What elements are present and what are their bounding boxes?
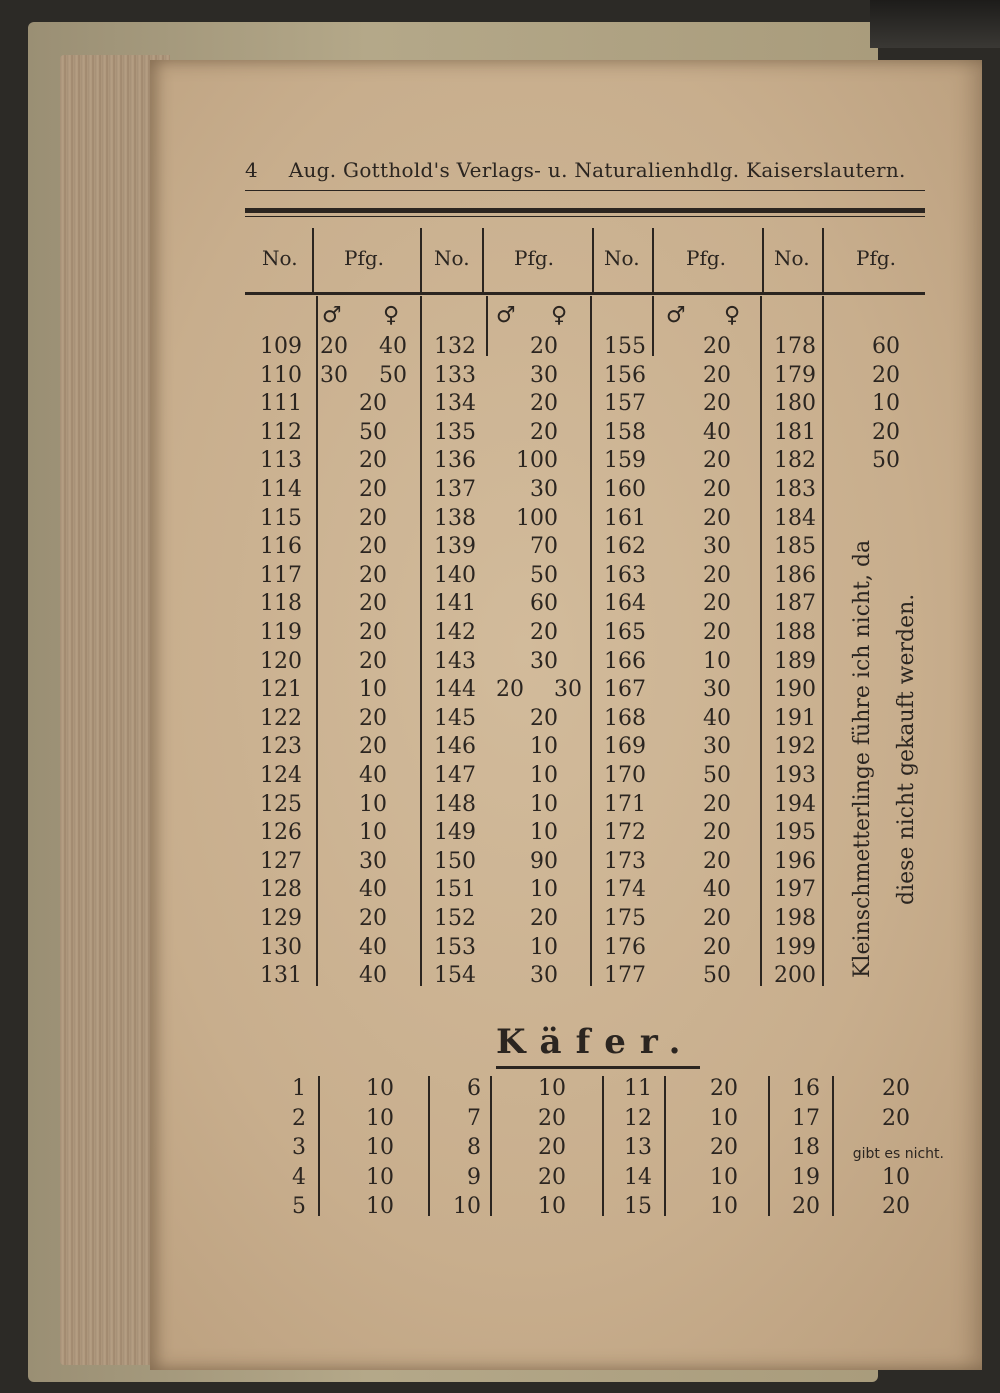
male-symbol: ♂ [496, 303, 516, 328]
row-b4-number: 181 [774, 419, 816, 445]
row-b2-price: 10 [530, 763, 558, 788]
beetle-b1-number: 2 [292, 1105, 306, 1131]
row-b3-price: 50 [703, 963, 731, 989]
beetle-b1-number: 4 [292, 1164, 306, 1190]
row-b3-number: 169 [604, 734, 646, 760]
beetle-b2-number: 10 [453, 1194, 481, 1219]
row-b1-price-male: 20 [320, 334, 348, 359]
row-b3-number: 163 [604, 562, 646, 588]
row-b2-number: 135 [434, 419, 476, 445]
beetle-b1-price: 10 [366, 1164, 394, 1190]
row-b2-price: 10 [530, 791, 558, 817]
row-b2-number: 152 [434, 906, 476, 931]
vertical-note-line1: Kleinschmetterlinge führe ich nicht, da [850, 539, 875, 978]
beetle-b1-price: 10 [366, 1194, 394, 1219]
row-b1-price: 20 [359, 391, 387, 417]
row-b2-price: 60 [530, 591, 558, 617]
row-b1-number: 120 [260, 648, 302, 674]
row-b2-number: 138 [434, 505, 476, 531]
row-b3-price: 20 [703, 934, 731, 960]
row-b3-price: 30 [703, 734, 731, 760]
row-b3-price: 30 [703, 677, 731, 703]
row-b2-number: 142 [434, 620, 476, 645]
female-symbol: ♀ [724, 303, 741, 328]
row-b3-number: 156 [604, 362, 646, 388]
row-b1-number: 115 [260, 505, 302, 531]
row-b2-number: 144 [434, 677, 476, 703]
row-b3-number: 166 [604, 648, 646, 674]
row-b2-price: 70 [530, 534, 558, 560]
row-b1-number: 131 [260, 963, 302, 989]
row-b4-number: 184 [774, 505, 816, 531]
vertical-note-line2: diese nicht gekauft werden. [894, 593, 919, 905]
row-b4-number: 179 [774, 362, 816, 388]
row-b3-number: 162 [604, 534, 646, 560]
row-b2-price: 10 [530, 934, 558, 960]
row-b1-price: 10 [359, 677, 387, 703]
row-b1-number: 124 [260, 763, 302, 788]
row-b4-number: 193 [774, 763, 816, 788]
row-b3-price: 20 [703, 906, 731, 931]
column-divider [822, 296, 824, 986]
row-b2-number: 140 [434, 562, 476, 588]
row-b2-price: 100 [516, 505, 558, 531]
row-b1-price-female: 40 [379, 334, 407, 359]
row-b3-number: 159 [604, 448, 646, 474]
row-b4-number: 183 [774, 477, 816, 502]
row-b1-number: 114 [260, 477, 302, 502]
row-b3-price: 20 [703, 562, 731, 588]
row-b4-number: 189 [774, 648, 816, 674]
row-b2-number: 147 [434, 763, 476, 788]
row-b3-price: 20 [703, 334, 731, 359]
row-b4-number: 200 [774, 963, 816, 989]
row-b2-number: 153 [434, 934, 476, 960]
row-b4-price: 20 [872, 362, 900, 388]
beetle-b1-number: 5 [292, 1194, 306, 1219]
beetle-b2-price: 20 [538, 1135, 566, 1160]
row-b3-number: 177 [604, 963, 646, 989]
row-b3-price: 20 [703, 791, 731, 817]
beetle-b1-price: 10 [366, 1076, 394, 1101]
row-b4-number: 197 [774, 877, 816, 903]
row-b1-number: 112 [260, 419, 302, 445]
row-b3-number: 171 [604, 791, 646, 817]
section-title-underline [496, 1066, 700, 1069]
book-spine-corner [870, 0, 1000, 48]
female-symbol: ♀ [551, 303, 568, 328]
column-divider [652, 296, 654, 356]
column-divider [420, 296, 422, 986]
row-b1-number: 121 [260, 677, 302, 703]
beetle-b3-number: 13 [624, 1135, 652, 1160]
row-b3-price: 20 [703, 448, 731, 474]
row-b2-price: 30 [530, 648, 558, 674]
row-b3-number: 168 [604, 705, 646, 731]
row-b3-number: 174 [604, 877, 646, 903]
page-header [245, 158, 925, 182]
row-b4-number: 186 [774, 562, 816, 588]
column-header: No. [434, 246, 470, 270]
row-b1-number: 118 [260, 591, 302, 617]
row-b4-number: 196 [774, 848, 816, 874]
row-b2-number: 134 [434, 391, 476, 417]
beetle-b4-price: 20 [882, 1105, 910, 1131]
row-b1-price: 20 [359, 591, 387, 617]
row-b4-number: 188 [774, 620, 816, 645]
column-header: No. [774, 246, 810, 270]
row-b3-price: 40 [703, 705, 731, 731]
header-rule-thin [245, 190, 925, 191]
row-b1-number: 117 [260, 562, 302, 588]
row-b3-price: 40 [703, 877, 731, 903]
row-b2-price: 10 [530, 877, 558, 903]
beetle-b3-number: 15 [624, 1194, 652, 1219]
row-b4-price: 50 [872, 448, 900, 474]
row-b2-number: 137 [434, 477, 476, 502]
row-b1-price: 20 [359, 906, 387, 931]
column-header: Pfg. [344, 246, 385, 270]
row-b1-number: 110 [260, 362, 302, 388]
row-b4-price: 60 [872, 334, 900, 359]
beetle-b2-number: 6 [467, 1076, 481, 1101]
beetle-b2-price: 10 [538, 1194, 566, 1219]
row-b2-number: 136 [434, 448, 476, 474]
row-b1-price: 40 [359, 763, 387, 788]
beetle-b1-number: 1 [292, 1076, 306, 1101]
row-b2-price: 20 [530, 419, 558, 445]
header-column-divider [482, 228, 484, 294]
row-b1-number: 109 [260, 334, 302, 359]
row-b1-number: 130 [260, 934, 302, 960]
row-b4-number: 185 [774, 534, 816, 560]
row-b2-price: 30 [530, 477, 558, 502]
row-b1-price: 20 [359, 620, 387, 645]
row-b3-number: 161 [604, 505, 646, 531]
column-divider [490, 1076, 492, 1216]
row-b1-number: 125 [260, 791, 302, 817]
row-b1-price: 20 [359, 505, 387, 531]
female-symbol: ♀ [383, 303, 400, 328]
row-b1-price-female: 50 [379, 362, 407, 388]
publisher-line: Aug. Gotthold's Verlags- u. Naturalienhdlg. Kaiserslautern. [288, 158, 906, 182]
row-b3-number: 165 [604, 620, 646, 645]
row-b2-price: 90 [530, 848, 558, 874]
row-b2-price: 10 [530, 734, 558, 760]
row-b1-number: 122 [260, 705, 302, 731]
beetle-b2-number: 7 [467, 1105, 481, 1131]
beetle-b4-number: 20 [792, 1194, 820, 1219]
row-b2-number: 149 [434, 820, 476, 846]
row-b3-price: 20 [703, 848, 731, 874]
row-b1-price: 40 [359, 934, 387, 960]
table-top-rule-thin [245, 216, 925, 217]
row-b3-price: 20 [703, 477, 731, 502]
table-top-rule [245, 208, 925, 213]
row-b3-number: 172 [604, 820, 646, 846]
beetle-b2-number: 9 [467, 1164, 481, 1190]
row-b4-number: 182 [774, 448, 816, 474]
header-column-divider [822, 228, 824, 294]
row-b2-number: 145 [434, 705, 476, 731]
column-divider [428, 1076, 430, 1216]
row-b3-number: 160 [604, 477, 646, 502]
row-b2-number: 141 [434, 591, 476, 617]
row-b1-price: 10 [359, 791, 387, 817]
column-header: Pfg. [686, 246, 727, 270]
row-b2-number: 151 [434, 877, 476, 903]
page-number: 4 [245, 158, 259, 182]
row-b2-price: 10 [530, 820, 558, 846]
row-b3-price: 40 [703, 419, 731, 445]
beetle-b2-price: 10 [538, 1076, 566, 1101]
column-header: No. [604, 246, 640, 270]
beetle-b3-price: 20 [710, 1076, 738, 1101]
column-header: Pfg. [514, 246, 555, 270]
row-b4-number: 191 [774, 705, 816, 731]
header-column-divider [652, 228, 654, 294]
row-b3-number: 167 [604, 677, 646, 703]
header-column-divider [312, 228, 314, 294]
row-b2-price: 20 [530, 906, 558, 931]
male-symbol: ♂ [322, 303, 342, 328]
row-b4-number: 198 [774, 906, 816, 931]
row-b1-price: 20 [359, 477, 387, 502]
column-header: No. [262, 246, 298, 270]
row-b1-number: 123 [260, 734, 302, 760]
row-b1-price: 20 [359, 648, 387, 674]
row-b4-price: 20 [872, 419, 900, 445]
row-b2-price: 50 [530, 562, 558, 588]
row-b1-price: 10 [359, 820, 387, 846]
section-title: Käfer. [496, 1022, 695, 1062]
row-b1-price: 20 [359, 562, 387, 588]
row-b3-number: 158 [604, 419, 646, 445]
row-b2-number: 132 [434, 334, 476, 359]
row-b1-number: 129 [260, 906, 302, 931]
beetle-b2-price: 20 [538, 1164, 566, 1190]
row-b1-price: 40 [359, 963, 387, 989]
beetle-b4-price: gibt es nicht. [852, 1146, 944, 1162]
row-b1-number: 119 [260, 620, 302, 645]
header-column-divider [420, 228, 422, 294]
row-b1-number: 126 [260, 820, 302, 846]
row-b1-number: 116 [260, 534, 302, 560]
column-divider [318, 1076, 320, 1216]
row-b1-price-male: 30 [320, 362, 348, 388]
row-b2-price: 30 [530, 963, 558, 989]
row-b1-price: 20 [359, 705, 387, 731]
column-divider [664, 1076, 666, 1216]
row-b2-price: 30 [530, 362, 558, 388]
row-b3-price: 20 [703, 391, 731, 417]
row-b2-number: 154 [434, 963, 476, 989]
row-b1-number: 111 [260, 391, 302, 417]
row-b4-number: 199 [774, 934, 816, 960]
beetle-b4-price: 10 [882, 1164, 910, 1190]
beetle-b3-number: 11 [624, 1076, 652, 1101]
beetle-b4-number: 19 [792, 1164, 820, 1190]
row-b3-number: 170 [604, 763, 646, 788]
row-b1-price: 40 [359, 877, 387, 903]
row-b2-price: 20 [530, 620, 558, 645]
row-b3-number: 175 [604, 906, 646, 931]
row-b2-price: 20 [530, 334, 558, 359]
row-b2-number: 143 [434, 648, 476, 674]
column-divider [602, 1076, 604, 1216]
row-b3-price: 30 [703, 534, 731, 560]
row-b1-number: 127 [260, 848, 302, 874]
beetle-b2-price: 20 [538, 1105, 566, 1131]
row-b2-number: 148 [434, 791, 476, 817]
beetle-b4-number: 16 [792, 1076, 820, 1101]
row-b3-price: 20 [703, 820, 731, 846]
column-header: Pfg. [856, 246, 897, 270]
row-b4-number: 190 [774, 677, 816, 703]
row-b2-number: 133 [434, 362, 476, 388]
column-divider [486, 296, 488, 356]
row-b2-number: 146 [434, 734, 476, 760]
column-divider [760, 296, 762, 986]
row-b4-price: 10 [872, 391, 900, 417]
row-b3-price: 20 [703, 505, 731, 531]
beetle-b3-price: 10 [710, 1194, 738, 1219]
row-b2-price: 20 [530, 705, 558, 731]
column-divider [316, 296, 318, 986]
row-b4-number: 194 [774, 791, 816, 817]
row-b1-price: 50 [359, 419, 387, 445]
row-b3-price: 20 [703, 591, 731, 617]
beetle-b3-price: 20 [710, 1135, 738, 1160]
row-b1-price: 20 [359, 734, 387, 760]
row-b4-number: 180 [774, 391, 816, 417]
row-b1-number: 113 [260, 448, 302, 474]
row-b3-number: 155 [604, 334, 646, 359]
row-b3-price: 20 [703, 362, 731, 388]
column-divider [590, 296, 592, 986]
beetle-b3-price: 10 [710, 1105, 738, 1131]
row-b3-number: 157 [604, 391, 646, 417]
row-b2-number: 150 [434, 848, 476, 874]
row-b2-price-male: 20 [496, 677, 524, 703]
header-column-divider [762, 228, 764, 294]
row-b1-price: 20 [359, 448, 387, 474]
row-b2-price: 100 [516, 448, 558, 474]
beetle-b1-price: 10 [366, 1135, 394, 1160]
beetle-b4-number: 18 [792, 1135, 820, 1160]
row-b3-number: 173 [604, 848, 646, 874]
beetle-b4-price: 20 [882, 1076, 910, 1101]
male-symbol: ♂ [666, 303, 686, 328]
row-b1-price: 30 [359, 848, 387, 874]
row-b1-number: 128 [260, 877, 302, 903]
beetle-b4-price: 20 [882, 1194, 910, 1219]
beetle-b3-number: 12 [624, 1105, 652, 1131]
row-b3-number: 164 [604, 591, 646, 617]
row-b3-number: 176 [604, 934, 646, 960]
row-b2-price-female: 30 [554, 677, 582, 703]
beetle-b1-price: 10 [366, 1105, 394, 1131]
beetle-b4-number: 17 [792, 1105, 820, 1131]
column-divider [768, 1076, 770, 1216]
column-divider [832, 1076, 834, 1216]
row-b4-number: 178 [774, 334, 816, 359]
beetle-b1-number: 3 [292, 1135, 306, 1160]
row-b2-price: 20 [530, 391, 558, 417]
row-b4-number: 187 [774, 591, 816, 617]
row-b3-price: 20 [703, 620, 731, 645]
row-b2-number: 139 [434, 534, 476, 560]
row-b1-price: 20 [359, 534, 387, 560]
beetle-b3-price: 10 [710, 1164, 738, 1190]
header-column-divider [592, 228, 594, 294]
beetle-b2-number: 8 [467, 1135, 481, 1160]
beetle-b3-number: 14 [624, 1164, 652, 1190]
row-b4-number: 195 [774, 820, 816, 846]
row-b3-price: 10 [703, 648, 731, 674]
row-b3-price: 50 [703, 763, 731, 788]
row-b4-number: 192 [774, 734, 816, 760]
